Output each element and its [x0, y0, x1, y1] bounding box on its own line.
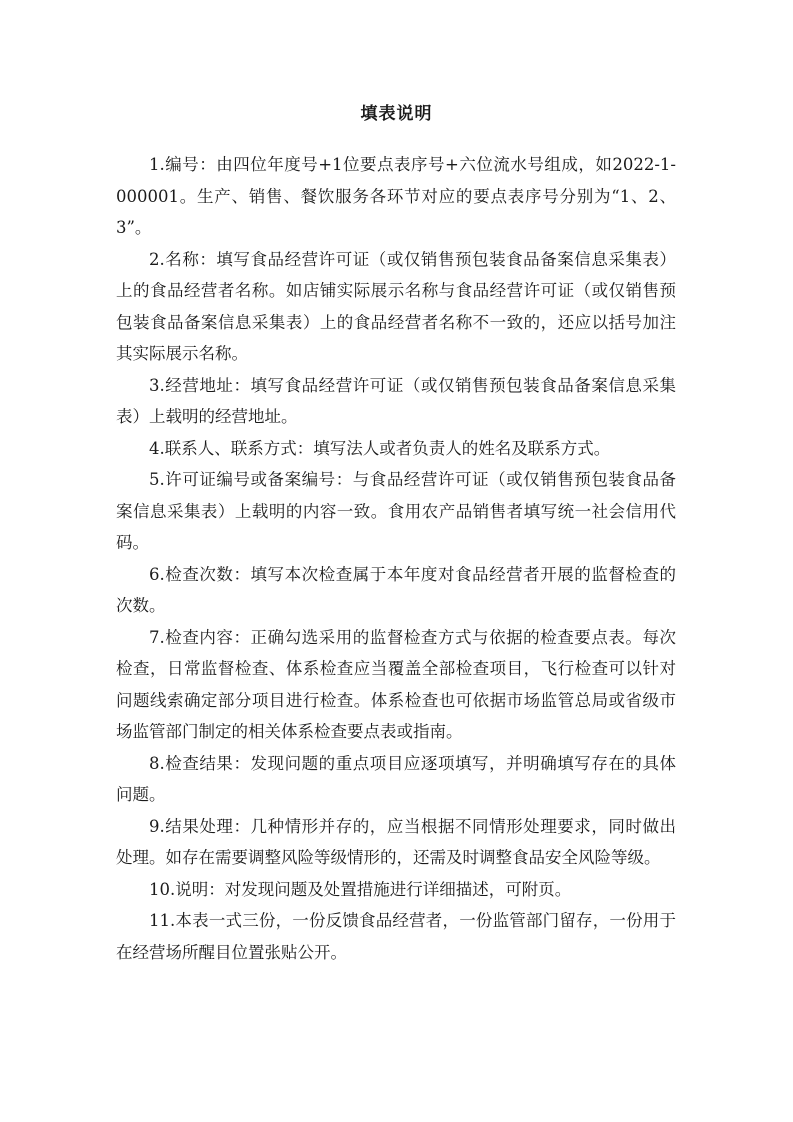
instruction-item-3: 3.经营地址：填写食品经营许可证（或仅销售预包装食品备案信息采集表）上载明的经营地址。 [116, 375, 676, 426]
instruction-item-2: 2.名称：填写食品经营许可证（或仅销售预包装食品备案信息采集表）上的食品经营者名称。如店铺实际展示名称与食品经营许可证（或仅销售预包装食品备案信息采集表）上的食品经营者名称不一致的，还应以括号加注其实际展示名称。 [116, 249, 676, 363]
page-title: 填表说明 [360, 104, 433, 124]
instruction-item-4: 4.联系人、联系方式：填写法人或者负责人的姓名及联系方式。 [149, 438, 611, 458]
instruction-item-5: 5.许可证编号或备案编号：与食品经营许可证（或仅销售预包装食品备案信息采集表）上载明的内容一致。食用农产品销售者填写统一社会信用代码。 [116, 470, 676, 552]
instruction-item-6: 6.检查次数：填写本次检查属于本年度对食品经营者开展的监督检查的次数。 [116, 564, 676, 615]
instructions-body [116, 149, 676, 968]
instruction-item-1: 1.编号：由四位年度号+1位要点表序号+六位流水号组成，如2022-1-000001。生产、销售、餐饮服务各环节对应的要点表序号分别为“1、2、3”。 [116, 155, 676, 237]
instruction-item-11: 11.本表一式三份，一份反馈食品经营者，一份监管部门留存，一份用于在经营场所醒目位置张贴公开。 [116, 911, 676, 962]
instruction-item-7: 7.检查内容：正确勾选采用的监督检查方式与依据的检查要点表。每次检查，日常监督检查、体系检查应当覆盖全部检查项目，飞行检查可以针对问题线索确定部分项目进行检查。体系检查也可依据市场监管总局或省级市场监管部门制定的相关体系检查要点表或指南。 [116, 627, 676, 741]
instruction-item-9: 9.结果处理：几种情形并存的，应当根据不同情形处理要求，同时做出处理。如存在需要调整风险等级情形的，还需及时调整食品安全风险等级。 [116, 816, 676, 867]
instruction-item-10: 10.说明：对发现问题及处置措施进行详细描述，可附页。 [149, 879, 572, 899]
instruction-item-8: 8.检查结果：发现问题的重点项目应逐项填写，并明确填写存在的具体问题。 [116, 753, 676, 804]
